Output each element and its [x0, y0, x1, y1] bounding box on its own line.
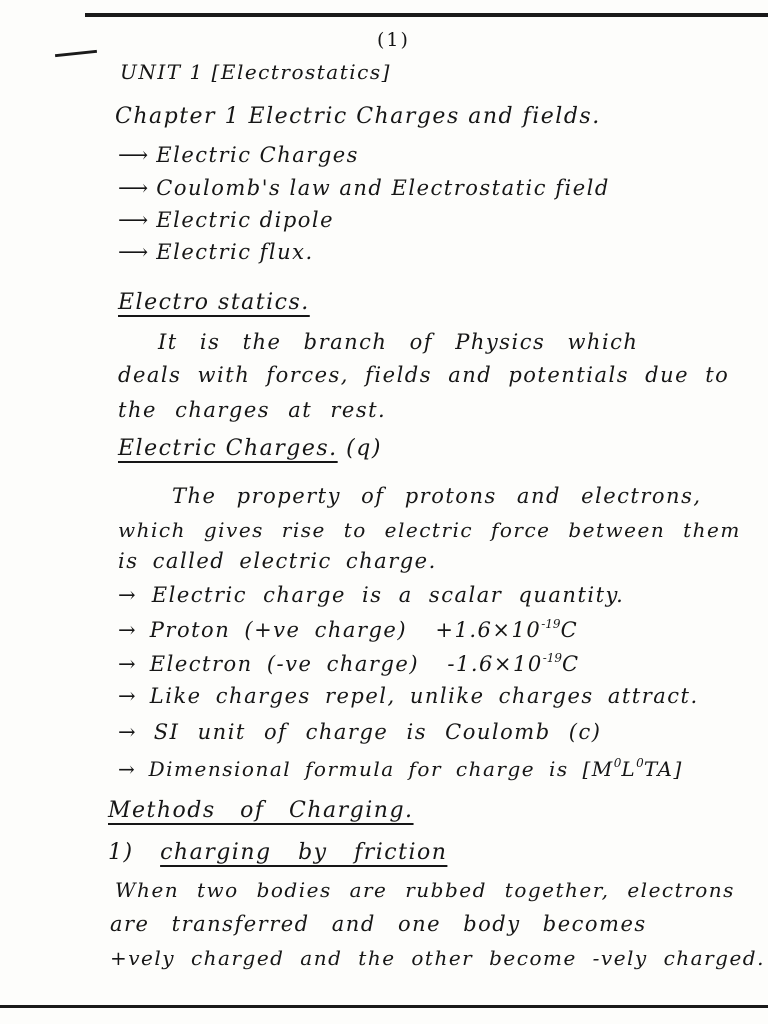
bullet-arrow-icon: →	[118, 684, 136, 708]
friction-text-line: When two bodies are rubbed together, electrons	[115, 878, 735, 902]
dimension-symbol: TA]	[643, 757, 683, 781]
electron-charge-value: -1.6×10	[447, 652, 543, 676]
bullet-arrow-icon: →	[118, 652, 136, 676]
electric-charges-heading: Electric Charges.	[118, 436, 338, 461]
dimension-exponent: 0	[613, 756, 622, 770]
margin-mark	[55, 50, 97, 57]
proton-charge-unit: C	[560, 618, 579, 642]
chapter-heading: Chapter 1 Electric Charges and fields.	[115, 104, 601, 129]
fact-item	[118, 722, 601, 743]
dimension-exponent: 0	[636, 756, 644, 770]
bullet-arrow-icon: →	[118, 618, 136, 642]
electric-charges-heading-row	[118, 438, 382, 460]
fact-item	[118, 618, 578, 641]
fact-item	[118, 686, 699, 707]
friction-text-line: +vely charged and the other become -vely charged.	[110, 946, 765, 970]
proton-charge-value: +1.6×10	[435, 618, 542, 642]
chapter-topic	[118, 242, 314, 263]
topic-text: Electric Charges	[156, 143, 359, 167]
fact-text: SI unit of charge is Coulomb (c)	[153, 720, 602, 744]
electron-charge-unit: C	[562, 652, 580, 676]
arrow-icon: ⟶	[118, 143, 149, 167]
method-heading: charging by friction	[160, 840, 448, 865]
dimension-symbol: L	[621, 757, 637, 781]
proton-charge-exponent: -19	[541, 617, 561, 631]
definition-line: is called electric charge.	[118, 549, 437, 573]
arrow-icon: ⟶	[118, 208, 149, 232]
bullet-arrow-icon: →	[118, 720, 136, 744]
arrow-icon: ⟶	[118, 176, 149, 200]
electron-charge-exponent: -19	[542, 651, 563, 665]
topic-text: Electric flux.	[156, 240, 314, 264]
electrostatics-heading: Electro statics.	[118, 290, 310, 315]
page-bottom-rule	[0, 1005, 768, 1008]
fact-text: Like charges repel, unlike charges attract.	[149, 684, 699, 708]
page-number: (1)	[377, 29, 410, 51]
chapter-topic	[118, 210, 334, 231]
chapter-topic	[118, 145, 359, 166]
fact-text: Proton (+ve charge)	[149, 618, 408, 642]
definition-line: The property of protons and electrons,	[172, 484, 702, 508]
fact-item	[118, 652, 580, 675]
unit-heading: UNIT 1 [Electrostatics]	[120, 60, 391, 84]
bullet-arrow-icon: →	[118, 583, 136, 607]
bullet-arrow-icon: →	[118, 757, 135, 781]
page-top-rule	[85, 13, 768, 17]
topic-text: Coulomb's law and Electrostatic field	[156, 176, 610, 200]
fact-item	[118, 585, 624, 606]
definition-line: deals with forces, fields and potentials due to	[118, 363, 730, 387]
chapter-topic	[118, 178, 610, 199]
definition-line: It is the branch of Physics which	[158, 330, 639, 354]
methods-heading: Methods of Charging.	[108, 798, 414, 823]
friction-text-line: are transferred and one body becomes	[110, 912, 647, 936]
fact-text: Electron (-ve charge)	[149, 652, 420, 676]
topic-text: Electric dipole	[156, 208, 335, 232]
charge-symbol: (q)	[346, 436, 382, 461]
arrow-icon: ⟶	[118, 240, 149, 264]
definition-line: the charges at rest.	[118, 398, 387, 422]
method-number: 1)	[108, 840, 134, 865]
fact-text: Dimensional formula for charge is [M	[148, 757, 614, 781]
fact-text: Electric charge is a scalar quantity.	[151, 583, 625, 607]
definition-line: which gives rise to electric force between them	[118, 518, 741, 542]
method-heading-row	[108, 842, 447, 864]
fact-item	[118, 757, 683, 779]
